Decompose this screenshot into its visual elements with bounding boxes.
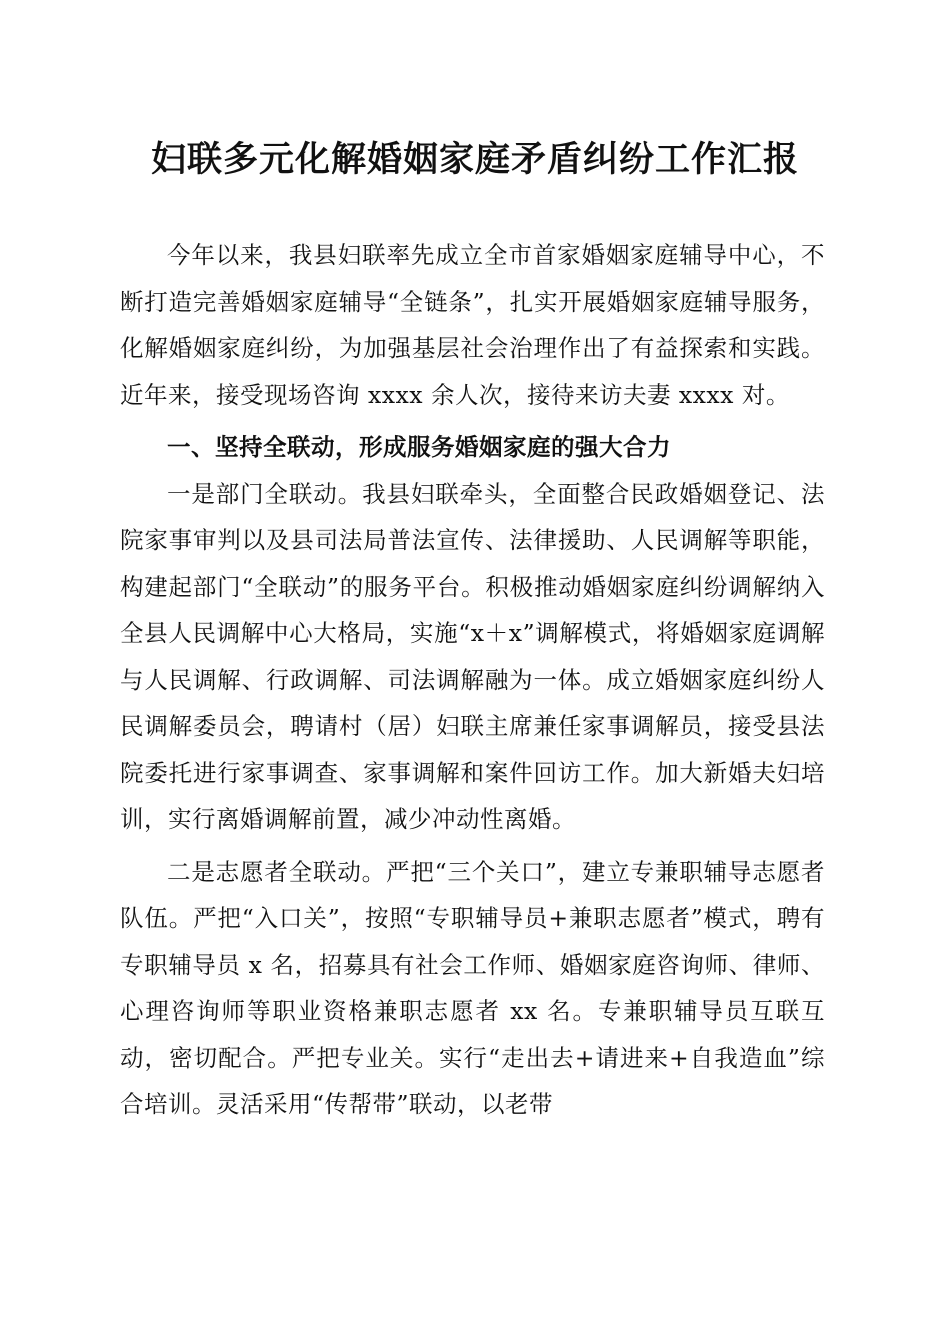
paragraph-departments-text: 我县妇联牵头，全面整合民政婚姻登记、法院家事审判以及县司法局普法宣传、法律援助、人民调解等职能，构建起部门“全联动”的服务平台。积极推动婚姻家庭纠纷调解纳入全县人民调解中心大格局，实施“x＋x”调解模式，将婚姻家庭调解与人民调解、行政调解、司法调解融为一体。成立婚姻家庭纠纷人民调解委员会，聘请村（居）妇联主席兼任家事调解员，接受县法院委托进行家事调查、家事调解和案件回访工作。加大新婚夫妇培训，实行离婚调解前置，减少冲动性离婚。 [120, 479, 826, 833]
paragraph-volunteers [120, 849, 825, 1128]
paragraph-departments-lead: 一是部门全联动。 [167, 479, 363, 508]
paragraph-departments [120, 471, 825, 843]
document-body [120, 232, 825, 1128]
intro-paragraph: 今年以来，我县妇联率先成立全市首家婚姻家庭辅导中心，不断打造完善婚姻家庭辅导“全链条”，扎实开展婚姻家庭辅导服务，化解婚姻家庭纠纷，为加强基层社会治理作出了有益探索和实践。近年来，接受现场咨询 xxxx 余人次，接待来访夫妻 xxxx 对。 [120, 241, 825, 409]
section-heading-text: 一、坚持全联动，形成服务婚姻家庭的强大合力 [167, 433, 671, 461]
paragraph-volunteers-text: 严把“三个关口”，建立专兼职辅导志愿者队伍。严把“入口关”，按照“专职辅导员+兼职志愿者”模式，聘有专职辅导员 x 名，招募具有社会工作师、婚姻家庭咨询师、律师、心理咨询师等职业资格兼职志愿者 xx 名。专兼职辅导员互联互动，密切配合。严把专业关。实行“走出去+请进来+自我造血”综合培训。灵活采用“传帮带”联动，以老带 [120, 857, 826, 1118]
section-heading [120, 424, 825, 471]
paragraph-volunteers-lead: 二是志愿者全联动。 [167, 857, 386, 886]
document-title: 妇联多元化解婚姻家庭矛盾纠纷工作汇报 [150, 139, 799, 180]
